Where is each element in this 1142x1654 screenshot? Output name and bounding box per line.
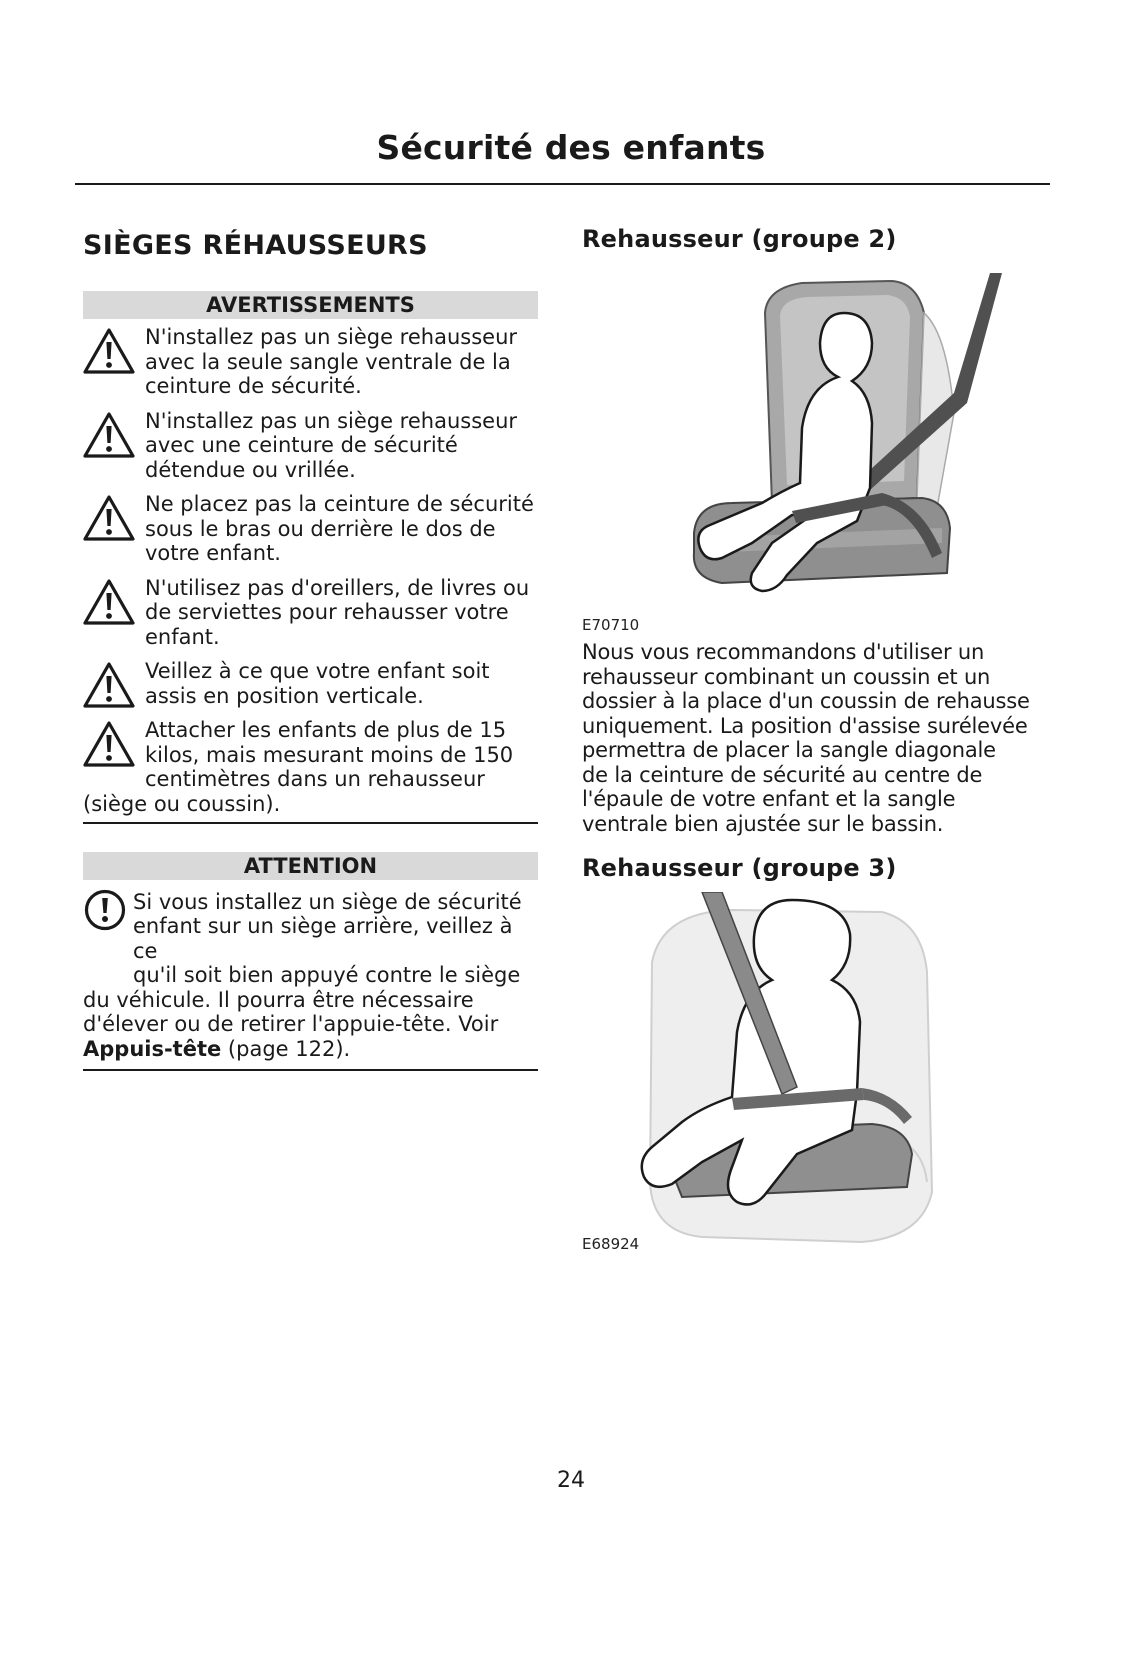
warning-item	[83, 659, 538, 708]
attention-lines: Si vous installez un siège de sécurité enfant sur un siège arrière, veillez à ce qu'il soit bien appuyé contre le siège	[133, 889, 522, 987]
group3-figure-code: E68924	[582, 1235, 640, 1253]
booster-cushion-illustration	[582, 892, 1052, 1252]
warning-triangle-icon	[83, 720, 135, 768]
warning-triangle-icon	[83, 411, 135, 459]
warning-triangle-icon	[83, 327, 135, 375]
group2-title: Rehausseur (groupe 2)	[582, 225, 897, 253]
warning-item	[83, 576, 538, 650]
header-rule	[75, 183, 1050, 185]
warnings-list	[83, 325, 538, 816]
attention-divider	[83, 1069, 538, 1071]
exclamation-circle-icon	[83, 888, 127, 932]
warning-item	[83, 409, 538, 483]
warning-text: Attacher les enfants de plus de 15 kilos, mais mesurant moins de 150 centimètres dans un rehausseur	[145, 718, 514, 791]
left-column	[83, 230, 538, 1071]
group2-figure-code: E70710	[582, 616, 640, 634]
warning-text: N'installez pas un siège rehausseur avec la seule sangle ventrale de la ceinture de sécurité.	[145, 325, 518, 398]
warnings-header: AVERTISSEMENTS	[83, 291, 538, 319]
group3-title: Rehausseur (groupe 3)	[582, 854, 897, 882]
group3-figure	[582, 892, 1052, 1252]
attention-item: Si vous installez un siège de sécurité enfant sur un siège arrière, veillez à ce qu'il soit bien appuyé contre le siège du véhicule. Il pourra être nécessaire d'élever ou de retirer l'appuie-tête. Voir Appuis-tête (page 122).	[83, 890, 538, 1062]
booster-seat-backrest-illustration	[582, 253, 1052, 598]
warning-text: N'installez pas un siège rehausseur avec une ceinture de sécurité détendue ou vrillée.	[145, 408, 518, 482]
warning-text: N'utilisez pas d'oreillers, de livres ou de serviettes pour rehausser votre enfant.	[145, 575, 530, 649]
headrest-link[interactable]: Appuis-tête	[83, 1036, 222, 1061]
page-reference: (page 122).	[221, 1036, 351, 1061]
page-header-title: Sécurité des enfants	[376, 128, 766, 167]
warning-item	[83, 325, 538, 399]
page-number: 24	[557, 1468, 585, 1493]
warning-triangle-icon	[83, 578, 135, 626]
warning-item	[83, 718, 538, 816]
warning-triangle-icon	[83, 494, 135, 542]
group2-figure	[582, 253, 1052, 634]
right-column	[582, 225, 1052, 1252]
group2-paragraph: Nous vous recommandons d'utiliser un rehausseur combinant un coussin et un dossier à la place d'un coussin de rehausse uniquement. La position d'assise surélevée permettra de placer la sangle diagonale de la ceinture de sécurité au centre de l'épaule de votre enfant et la sangle ventrale bien ajustée sur le bassin.	[582, 640, 1030, 836]
warning-text: Veillez à ce que votre enfant soit assis en position verticale.	[145, 659, 490, 708]
warning-text: Ne placez pas la ceinture de sécurité sous le bras ou derrière le dos de votre enfant.	[145, 492, 534, 565]
warning-item	[83, 492, 538, 566]
attention-header: ATTENTION	[83, 852, 538, 880]
warning-text-overflow: (siège ou coussin).	[83, 791, 281, 816]
warnings-divider	[83, 822, 538, 824]
section-title: SIÈGES RÉHAUSSEURS	[83, 230, 428, 261]
warning-triangle-icon	[83, 661, 135, 709]
